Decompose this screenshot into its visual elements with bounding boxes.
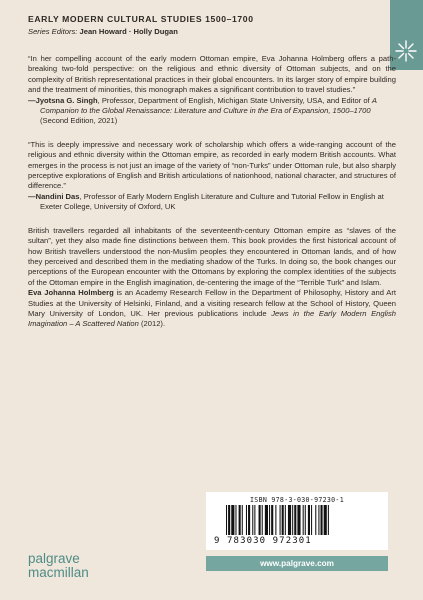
publisher-name-line1: palgrave	[28, 551, 80, 566]
author-bio-text: is an Academy Research Fellow in the Department of Philosophy, History and Art Studies at the University of Helsinki, Finland, and a visiting research fellow at the School of History, Queen Mary University of London, UK. Her previous publications include	[28, 288, 396, 318]
author-previous-year: (2012).	[138, 319, 166, 329]
publisher-name-line2: macmillan	[28, 565, 89, 580]
quote-1-text: “In her compelling account of the early modern Ottoman empire, Eva Johanna Holmberg offers a path-breaking two-fold perspective: on the religious and ethnic diversity of Ottoman subjects, and on the complexity of British representational practices in their global encounters. In its larger story of empire building and the treatment of minorities, this monograph makes a significant contribution to travel studies.”	[28, 54, 396, 95]
quote-1-edition: (Second Edition, 2021)	[40, 116, 118, 126]
book-blurb: British travellers regarded all inhabitants of the seventeenth-century Ottoman empire as “slaves of the sultan”, yet they also made fine distinctions between them. This book provides the first historical account of how British travellers understood the non-Muslim peoples they encountered in Ottoman lands, and of how they perceived and described them in the mediating shadow of the Turks. In doing so, the book changes our perceptions of the European encounter with the Ottomans by exploring the complex identities of the subjects of the Ottoman empire in the English imagination, de-centering the image of the “Terrible Turk” and Islam.	[28, 225, 396, 287]
palgrave-star-logo-icon	[395, 40, 417, 62]
isbn-digits: 9 783030 972301	[214, 536, 312, 546]
quote-2-attribution	[28, 192, 396, 213]
publisher-logo	[28, 552, 89, 580]
isbn-label: ISBN 978-3-030-97230-1	[250, 496, 344, 504]
series-editors-label: Series Editors:	[28, 27, 78, 36]
quote-2-name: —Nandini Das	[28, 191, 80, 201]
author-name: Eva Johanna Holmberg	[28, 288, 114, 298]
series-editors-names: Jean Howard · Holly Dugan	[79, 27, 178, 36]
quote-2-affiliation: , Professor of Early Modern English Literature and Culture and Tutorial Fellow in English at Exeter College, University of Oxford, UK	[40, 191, 384, 212]
quote-1-affiliation: , Professor, Department of English, Michigan State University, USA, and Editor of	[97, 95, 372, 105]
series-editors	[28, 27, 378, 36]
author-bio	[28, 288, 396, 330]
isbn-barcode	[206, 492, 388, 550]
quote-2-text: “This is deeply impressive and necessary work of scholarship which offers a wide-ranging account of the religious and ethnic diversity within the Ottoman empire, as recorded in early modern British accounts. What emerges in the process is not just an image of the variety of “non-Turks” under Ottoman rule, but also sharply perceptive explorations of English and British articulations of nationhood, national character, and structures of difference.”	[28, 139, 396, 191]
publisher-website[interactable]: www.palgrave.com	[206, 556, 388, 571]
review-quote-1	[28, 54, 396, 127]
quote-1-book: A Companion to the Global Renaissance: Literature and Culture in the Era of Expansion, 1500–1700	[40, 95, 377, 116]
quote-1-attribution	[28, 96, 396, 127]
author-previous-book: Jews in the Early Modern English Imagination – A Scattered Nation	[28, 308, 396, 329]
quote-1-name: —Jyotsna G. Singh	[28, 95, 98, 105]
series-title: EARLY MODERN CULTURAL STUDIES 1500–1700	[28, 14, 254, 24]
review-quote-2	[28, 140, 396, 213]
barcode-icon	[226, 505, 372, 535]
cover-text	[28, 54, 396, 330]
